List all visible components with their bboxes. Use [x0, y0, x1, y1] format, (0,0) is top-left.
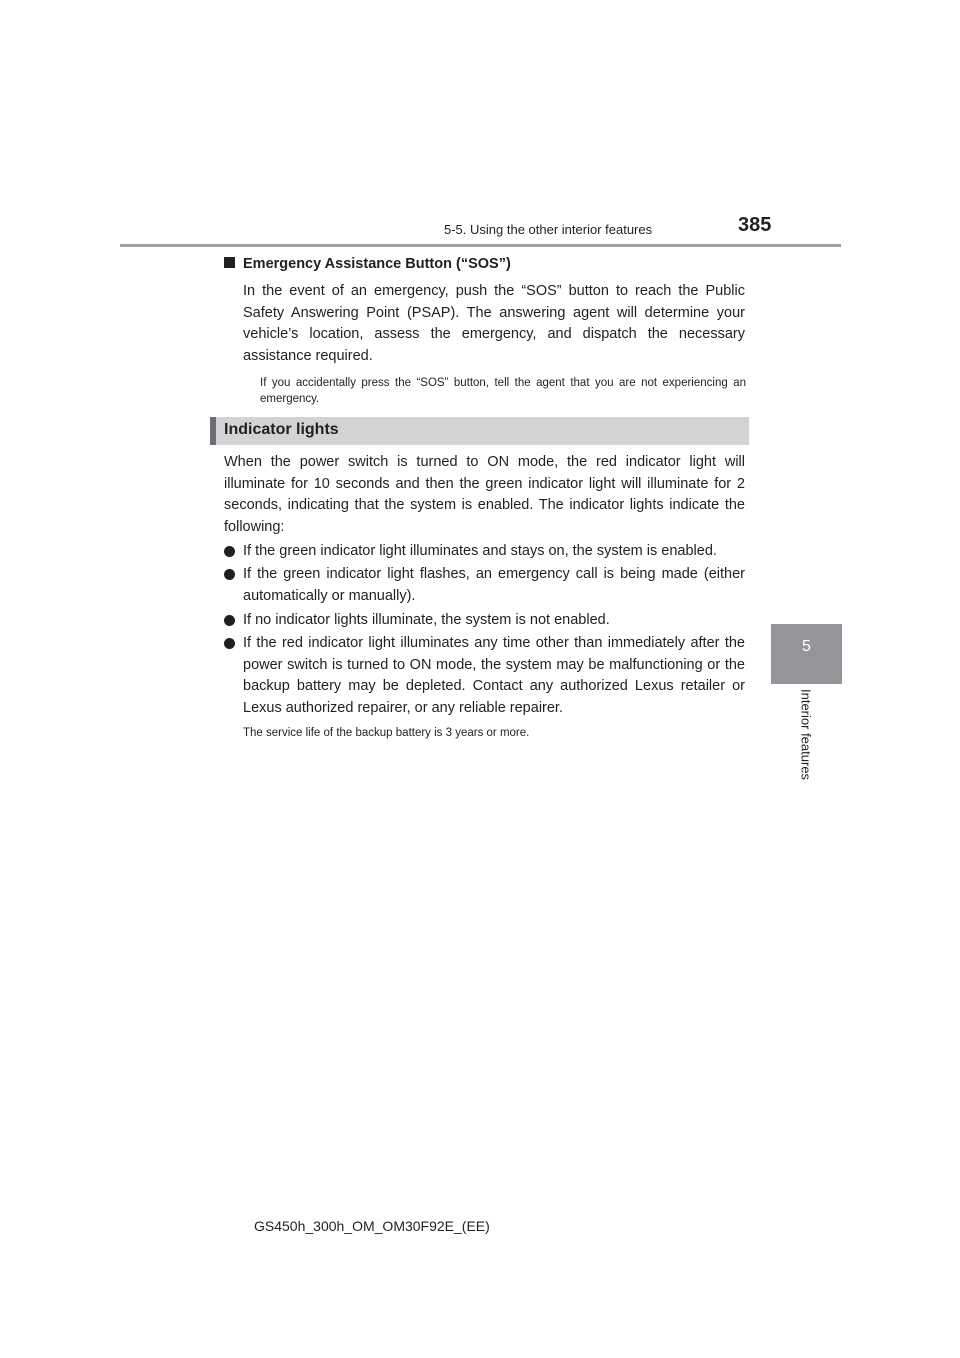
service-life-note: The service life of the backup battery is 3 years or more.	[243, 727, 530, 739]
square-bullet-icon	[224, 257, 235, 268]
emergency-note: If you accidentally press the “SOS” button, tell the agent that you are not experiencing an emergency.	[260, 377, 746, 405]
indicator-intro: When the power switch is turned to ON mode, the red indicator light will illuminate for 10 seconds and then the green indicator light will illuminate for 2 seconds, indicating that the system is enabled. The indicator lights indicate the following:	[224, 454, 745, 535]
list-item-text: If the red indicator light illuminates any time other than immediately after the power switch is turned to ON mode, the system may be malfunctioning or the backup battery may be depleted. Contact any authorized Lexus retailer or Lexus authorized repairer, or any reliable repairer.	[243, 635, 745, 716]
list-item-text: If no indicator lights illuminate, the system is not enabled.	[243, 612, 610, 628]
chapter-tab-number: 5	[802, 638, 811, 655]
round-bullet-icon	[224, 638, 235, 649]
chapter-tab	[771, 624, 842, 684]
emergency-heading-text: Emergency Assistance Button (“SOS”)	[243, 256, 511, 272]
section-accent	[210, 417, 216, 445]
list-item	[224, 610, 745, 632]
chapter-tab-label: Interior features	[798, 689, 814, 781]
round-bullet-icon	[224, 569, 235, 580]
page-header	[0, 0, 960, 250]
list-item	[224, 564, 745, 607]
emergency-paragraph: In the event of an emergency, push the “SOS” button to reach the Public Safety Answering Point (PSAP). The answering agent will determine your vehicle’s location, assess the emergency, and dispatch the necessary assistance required.	[243, 283, 745, 364]
list-item	[224, 633, 745, 719]
round-bullet-icon	[224, 615, 235, 626]
emergency-heading	[224, 256, 511, 272]
round-bullet-icon	[224, 546, 235, 557]
section-heading-bar	[210, 417, 749, 445]
list-item	[224, 541, 745, 563]
document-code: GS450h_300h_OM_OM30F92E_(EE)	[254, 1218, 490, 1234]
header-section-title: 5-5. Using the other interior features	[444, 222, 653, 237]
header-divider	[120, 244, 841, 247]
list-item-text: If the green indicator light illuminates and stays on, the system is enabled.	[243, 543, 717, 559]
page-number: 385	[738, 214, 772, 236]
list-item-text: If the green indicator light flashes, an emergency call is being made (either automatically or manually).	[243, 566, 745, 604]
section-title: Indicator lights	[224, 421, 339, 438]
